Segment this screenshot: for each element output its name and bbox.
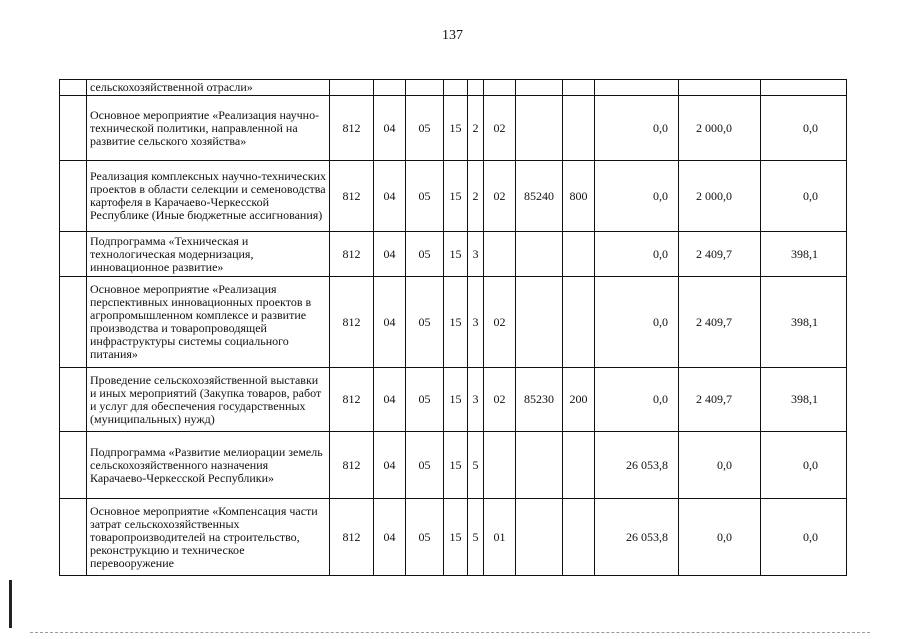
table-row (60, 232, 847, 277)
row-number-cell (60, 368, 87, 432)
subsection-code-cell: 05 (406, 499, 444, 576)
scan-edge-mark (9, 580, 12, 628)
program-name-cell: Подпрограмма «Техническая и технологическая модернизация, инновационное развитие» (87, 232, 330, 277)
table-row (60, 161, 847, 232)
section-code-cell: 04 (374, 96, 406, 161)
activity-code-cell (484, 232, 516, 277)
row-number-cell (60, 277, 87, 368)
ministry-code-cell: 812 (330, 161, 374, 232)
table-row (60, 96, 847, 161)
table-row (60, 499, 847, 576)
direction-code-cell (516, 96, 563, 161)
section-code-cell: 04 (374, 499, 406, 576)
activity-code-cell: 02 (484, 277, 516, 368)
subprogram-code-cell: 5 (468, 432, 484, 499)
program-name-cell: Основное мероприятие «Компенсация части затрат сельскохозяйственных товаропроизводителей на строительство, реконструкцию и техническое перевооружение (87, 499, 330, 576)
sum-year-1-cell: 0,0 (595, 96, 679, 161)
sum-year-1-cell: 0,0 (595, 277, 679, 368)
ministry-code-cell: 812 (330, 432, 374, 499)
program-name-cell: Проведение сельскохозяйственной выставки и иных мероприятий (Закупка товаров, работ и услуг для обеспечения государственных (муниципальных) нужд) (87, 368, 330, 432)
program-code-cell: 15 (444, 432, 468, 499)
direction-code-cell (516, 499, 563, 576)
ministry-code-cell (330, 80, 374, 96)
sum-year-2-cell: 0,0 (679, 432, 761, 499)
scan-bottom-edge (30, 632, 870, 634)
sum-year-3-cell: 398,1 (761, 368, 847, 432)
ministry-code-cell: 812 (330, 499, 374, 576)
direction-code-cell (516, 232, 563, 277)
section-code-cell: 04 (374, 432, 406, 499)
sum-year-2-cell: 0,0 (679, 499, 761, 576)
expense-type-code-cell (563, 80, 595, 96)
program-name-cell: сельскохозяйственной отрасли» (87, 80, 330, 96)
activity-code-cell: 02 (484, 96, 516, 161)
sum-year-2-cell (679, 80, 761, 96)
direction-code-cell: 85230 (516, 368, 563, 432)
program-code-cell: 15 (444, 232, 468, 277)
subprogram-code-cell: 2 (468, 161, 484, 232)
expense-type-code-cell (563, 277, 595, 368)
subprogram-code-cell: 3 (468, 277, 484, 368)
row-number-cell (60, 499, 87, 576)
program-code-cell: 15 (444, 277, 468, 368)
sum-year-2-cell: 2 000,0 (679, 96, 761, 161)
sum-year-1-cell: 0,0 (595, 232, 679, 277)
table-row (60, 432, 847, 499)
sum-year-3-cell (761, 80, 847, 96)
ministry-code-cell: 812 (330, 232, 374, 277)
activity-code-cell (484, 80, 516, 96)
expense-type-code-cell (563, 499, 595, 576)
activity-code-cell (484, 432, 516, 499)
page-number: 137 (442, 28, 463, 43)
table-row (60, 368, 847, 432)
program-name-cell: Реализация комплексных научно-технических проектов в области селекции и семеноводства картофеля в Карачаево-Черкесской Республике (Иные бюджетные ассигнования) (87, 161, 330, 232)
row-number-cell (60, 432, 87, 499)
expense-type-code-cell: 200 (563, 368, 595, 432)
subsection-code-cell: 05 (406, 96, 444, 161)
sum-year-2-cell: 2 000,0 (679, 161, 761, 232)
subsection-code-cell: 05 (406, 232, 444, 277)
program-code-cell: 15 (444, 96, 468, 161)
row-number-cell (60, 161, 87, 232)
table-row (60, 277, 847, 368)
subsection-code-cell: 05 (406, 277, 444, 368)
subsection-code-cell: 05 (406, 368, 444, 432)
sum-year-1-cell: 0,0 (595, 368, 679, 432)
section-code-cell: 04 (374, 368, 406, 432)
subprogram-code-cell: 3 (468, 368, 484, 432)
sum-year-3-cell: 398,1 (761, 232, 847, 277)
subprogram-code-cell (468, 80, 484, 96)
activity-code-cell: 02 (484, 161, 516, 232)
program-code-cell: 15 (444, 499, 468, 576)
program-name-cell: Основное мероприятие «Реализация научно-технической политики, направленной на развитие сельского хозяйства» (87, 96, 330, 161)
ministry-code-cell: 812 (330, 96, 374, 161)
program-code-cell (444, 80, 468, 96)
direction-code-cell (516, 80, 563, 96)
section-code-cell: 04 (374, 232, 406, 277)
ministry-code-cell: 812 (330, 277, 374, 368)
sum-year-2-cell: 2 409,7 (679, 368, 761, 432)
sum-year-3-cell: 0,0 (761, 432, 847, 499)
sum-year-3-cell: 0,0 (761, 499, 847, 576)
sum-year-1-cell (595, 80, 679, 96)
sum-year-2-cell: 2 409,7 (679, 277, 761, 368)
activity-code-cell: 02 (484, 368, 516, 432)
subprogram-code-cell: 5 (468, 499, 484, 576)
direction-code-cell (516, 277, 563, 368)
budget-table (59, 79, 847, 576)
section-code-cell: 04 (374, 161, 406, 232)
expense-type-code-cell (563, 432, 595, 499)
expense-type-code-cell (563, 96, 595, 161)
direction-code-cell: 85240 (516, 161, 563, 232)
section-code-cell: 04 (374, 277, 406, 368)
direction-code-cell (516, 432, 563, 499)
row-number-cell (60, 96, 87, 161)
sum-year-2-cell: 2 409,7 (679, 232, 761, 277)
sum-year-3-cell: 398,1 (761, 277, 847, 368)
subsection-code-cell: 05 (406, 161, 444, 232)
program-name-cell: Подпрограмма «Развитие мелиорации земель сельскохозяйственного назначения Карачаево-Черкесской Республики» (87, 432, 330, 499)
expense-type-code-cell (563, 232, 595, 277)
sum-year-1-cell: 0,0 (595, 161, 679, 232)
program-code-cell: 15 (444, 368, 468, 432)
sum-year-1-cell: 26 053,8 (595, 432, 679, 499)
subprogram-code-cell: 3 (468, 232, 484, 277)
subsection-code-cell (406, 80, 444, 96)
section-code-cell (374, 80, 406, 96)
subprogram-code-cell: 2 (468, 96, 484, 161)
table-row (60, 80, 847, 96)
ministry-code-cell: 812 (330, 368, 374, 432)
sum-year-3-cell: 0,0 (761, 161, 847, 232)
row-number-cell (60, 232, 87, 277)
subsection-code-cell: 05 (406, 432, 444, 499)
activity-code-cell: 01 (484, 499, 516, 576)
sum-year-3-cell: 0,0 (761, 96, 847, 161)
row-number-cell (60, 80, 87, 96)
program-code-cell: 15 (444, 161, 468, 232)
program-name-cell: Основное мероприятие «Реализация перспективных инновационных проектов в агропромышленном комплексе и развитие производства и товаропроводящей инфраструктуры системы социального питания» (87, 277, 330, 368)
expense-type-code-cell: 800 (563, 161, 595, 232)
sum-year-1-cell: 26 053,8 (595, 499, 679, 576)
budget-table-body (60, 80, 847, 576)
